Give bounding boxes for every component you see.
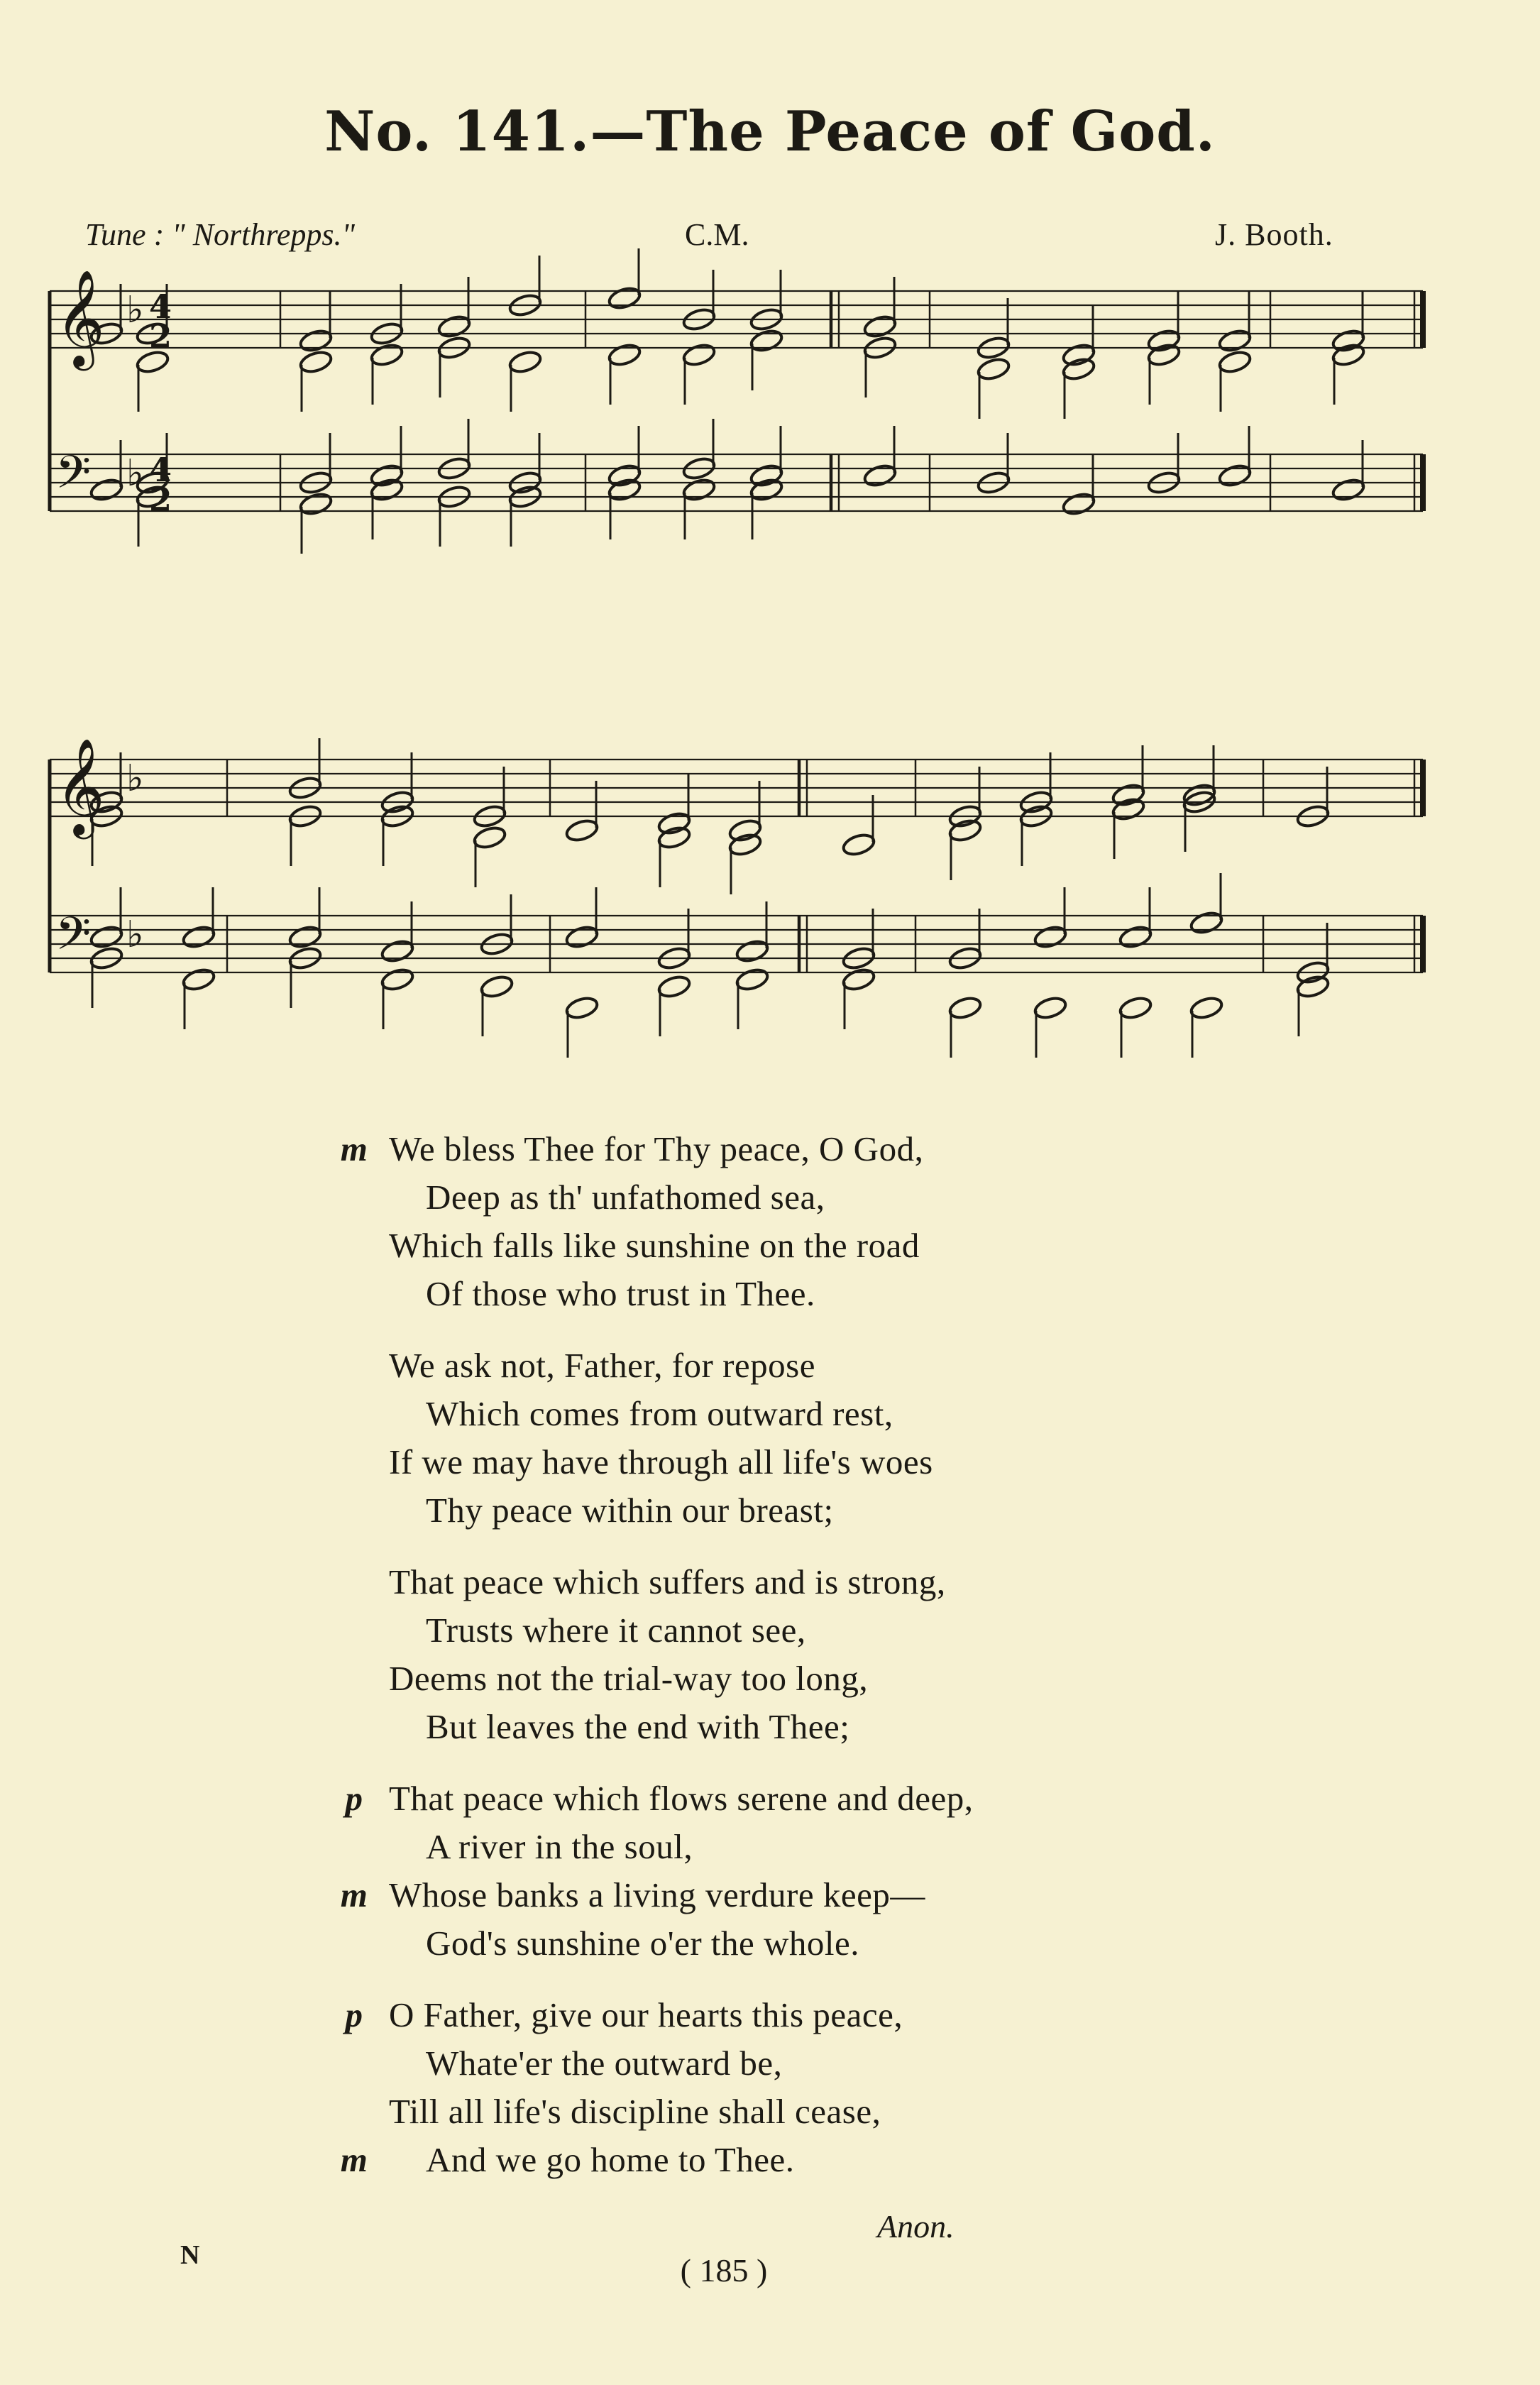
flat-key-signature-icon: ♭ (126, 452, 144, 495)
verse-line-text: God's sunshine o'er the whole. (426, 1924, 860, 1963)
stanza (0, 1562, 1540, 1755)
note-head (735, 938, 769, 964)
treble-clef-icon: 𝄞 (55, 737, 105, 835)
note-head (1033, 995, 1067, 1021)
note-head (369, 342, 404, 368)
note-head (1111, 782, 1145, 808)
verse-line (0, 1875, 1540, 1923)
note-head (1146, 328, 1181, 353)
verse-line (0, 1273, 1540, 1322)
note-head (607, 463, 642, 488)
note-head (1061, 491, 1096, 517)
note-head (1295, 974, 1330, 999)
verse-line-text: And we go home to Thee. (426, 2140, 795, 2179)
note-head (681, 477, 716, 503)
note-head (181, 967, 216, 992)
note-head (681, 342, 716, 368)
verse-line (0, 1923, 1540, 1971)
verse-line (0, 2091, 1540, 2139)
note-head (1061, 356, 1096, 382)
verse-line-text: That peace which suffers and is strong, (389, 1562, 946, 1601)
note-head (1118, 995, 1153, 1021)
note-head (841, 832, 876, 857)
verse-line-text: O Father, give our hearts this peace, (389, 1995, 903, 2034)
dynamic-mark: m (340, 1129, 368, 1168)
note-head (607, 285, 642, 311)
verse-line-text: Of those who trust in Thee. (426, 1274, 815, 1313)
time-signature-numerator: 4 (149, 451, 172, 489)
meter-label: C.M. (685, 217, 749, 252)
verse-line (0, 1826, 1540, 1875)
verse-line (0, 1442, 1540, 1490)
note-head (1111, 796, 1145, 822)
note-head (607, 477, 642, 503)
note-head (287, 924, 322, 950)
verse-line-text: That peace which flows serene and deep, (389, 1779, 974, 1818)
note-head (1146, 342, 1181, 368)
dynamic-mark: m (340, 1875, 368, 1914)
verse-line (0, 1393, 1540, 1442)
dynamic-mark: p (345, 1779, 363, 1818)
note-head (298, 349, 333, 375)
note-head (947, 818, 982, 843)
verse-line-text: Which comes from outward rest, (426, 1394, 893, 1433)
note-head (727, 832, 762, 857)
verse-line (0, 1658, 1540, 1706)
verse-line (0, 1706, 1540, 1755)
verse-line-text: Deems not the trial-way too long, (389, 1659, 869, 1698)
bass-clef-icon: 𝄢 (55, 446, 92, 510)
note-head (656, 811, 691, 836)
note-head (507, 349, 542, 375)
verse-line (0, 1778, 1540, 1826)
verse-line (0, 1129, 1540, 1177)
note-head (862, 314, 897, 339)
dynamic-mark: m (340, 2140, 368, 2179)
treble-clef-icon: 𝄞 (55, 268, 105, 366)
note-head (369, 477, 404, 503)
verse-line-text: Whose banks a living verdure keep— (389, 1875, 925, 1914)
tune-name: Tune : " Northrepps." (85, 217, 356, 252)
note-head (181, 924, 216, 950)
note-head (1118, 924, 1153, 950)
flat-key-signature-icon: ♭ (126, 914, 144, 956)
note-head (656, 825, 691, 850)
signature-mark: N (180, 2240, 200, 2270)
verse-line-text: Which falls like sunshine on the road (389, 1226, 920, 1265)
note-head (947, 995, 982, 1021)
note-head (735, 967, 769, 992)
stanza (0, 1345, 1540, 1538)
verse-line-text: Deep as th' unfathomed sea, (426, 1178, 825, 1217)
note-head (564, 995, 599, 1021)
note-head (1331, 477, 1365, 503)
note-head (727, 818, 762, 843)
note-head (1217, 463, 1252, 488)
time-signature-numerator: 4 (149, 287, 172, 326)
verse-line-text: Till all life's discipline shall cease, (389, 2092, 881, 2131)
stanza (0, 1129, 1540, 1322)
note-head (607, 342, 642, 368)
composer-name: J. Booth. (1215, 217, 1333, 252)
note-head (1033, 924, 1067, 950)
verse-line-text: We ask not, Father, for repose (389, 1346, 815, 1385)
verse-line (0, 1177, 1540, 1225)
note-head (472, 825, 507, 850)
author-attribution: Anon. (877, 2208, 955, 2244)
note-head (298, 328, 333, 353)
note-head (436, 314, 471, 339)
verse-line (0, 1490, 1540, 1538)
flat-key-signature-icon: ♭ (126, 757, 144, 800)
note-head (89, 477, 123, 503)
verse-line-text: Thy peace within our breast; (426, 1491, 834, 1530)
verse-line-text: If we may have through all life's woes (389, 1442, 933, 1481)
note-head (380, 967, 414, 992)
time-signature-denominator: 2 (149, 481, 172, 519)
note-head (1217, 349, 1252, 375)
flat-key-signature-icon: ♭ (126, 289, 144, 331)
note-head (369, 463, 404, 488)
hymn-title: No. 141.—The Peace of God. (324, 99, 1216, 164)
stanza (0, 1995, 1540, 2188)
page-number: ( 185 ) (680, 2252, 768, 2288)
music-score (0, 0, 1540, 1107)
note-head (479, 974, 514, 999)
note-head (1217, 328, 1252, 353)
note-head (749, 477, 783, 503)
note-head (976, 356, 1011, 382)
verse-line-text: But leaves the end with Thee; (426, 1707, 850, 1746)
verse-line (0, 2139, 1540, 2188)
verse-line-text: Whate'er the outward be, (426, 2044, 783, 2083)
note-head (1331, 328, 1365, 353)
note-head (298, 491, 333, 517)
verse-line-text: A river in the soul, (426, 1827, 693, 1866)
verse-line (0, 1225, 1540, 1273)
note-head (656, 974, 691, 999)
hymn-text (0, 1129, 1540, 2211)
note-head (841, 967, 876, 992)
note-head (380, 938, 414, 964)
note-head (1189, 910, 1223, 936)
verse-line-text: We bless Thee for Thy peace, O God, (389, 1129, 924, 1168)
note-head (749, 328, 783, 353)
dynamic-mark: p (345, 1995, 363, 2034)
note-head (1061, 342, 1096, 368)
note-head (135, 349, 170, 375)
verse-line (0, 1562, 1540, 1610)
note-head (749, 463, 783, 488)
verse-line (0, 1610, 1540, 1658)
verse-line-text: Trusts where it cannot see, (426, 1611, 806, 1650)
stanza (0, 1778, 1540, 1971)
bass-clef-icon: 𝄢 (55, 908, 92, 972)
verse-line (0, 1995, 1540, 2043)
note-head (564, 818, 599, 843)
verse-line (0, 2043, 1540, 2091)
note-head (564, 924, 599, 950)
time-signature-denominator: 2 (149, 317, 172, 356)
note-head (862, 463, 897, 488)
verse-line (0, 1345, 1540, 1393)
note-head (89, 924, 123, 950)
note-head (1331, 342, 1365, 368)
note-head (1189, 995, 1223, 1021)
